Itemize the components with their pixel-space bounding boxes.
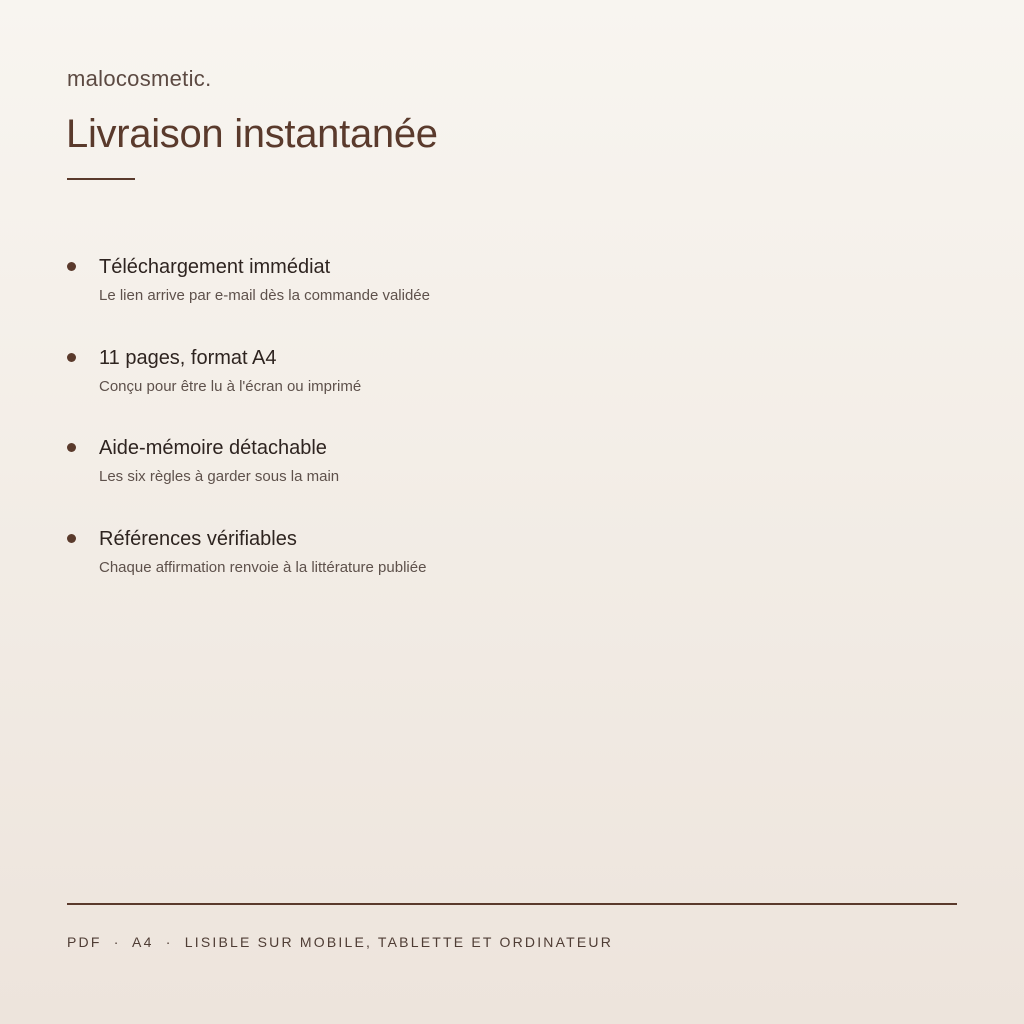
- feature-description: Le lien arrive par e-mail dès la commande validée: [99, 287, 430, 304]
- feature-item: [67, 437, 927, 528]
- bullet-icon: [67, 262, 76, 271]
- feature-title: Téléchargement immédiat: [99, 256, 331, 278]
- bullet-icon: [67, 443, 76, 452]
- feature-description: Les six règles à garder sous la main: [99, 468, 340, 485]
- bullet-icon: [67, 534, 76, 543]
- feature-description: Chaque affirmation renvoie à la littérature publiée: [99, 558, 427, 576]
- brand-name: malocosmetic.: [67, 66, 212, 91]
- feature-description: Conçu pour être lu à l'écran ou imprimé: [99, 377, 362, 395]
- feature-list: [67, 256, 927, 618]
- feature-item: [67, 347, 927, 438]
- title-underline: [67, 178, 135, 180]
- feature-item: [67, 528, 927, 619]
- footer-divider: [67, 903, 957, 905]
- feature-title: 11 pages, format A4: [99, 346, 277, 369]
- feature-title: Références vérifiables: [99, 527, 297, 550]
- feature-title: Aide-mémoire détachable: [99, 437, 327, 459]
- feature-item: [67, 256, 927, 347]
- format-info: PDF · A4 · LISIBLE SUR MOBILE, TABLETTE ET ORDINATEUR: [67, 934, 614, 950]
- page-title: Livraison instantanée: [66, 112, 438, 156]
- bullet-icon: [67, 353, 76, 362]
